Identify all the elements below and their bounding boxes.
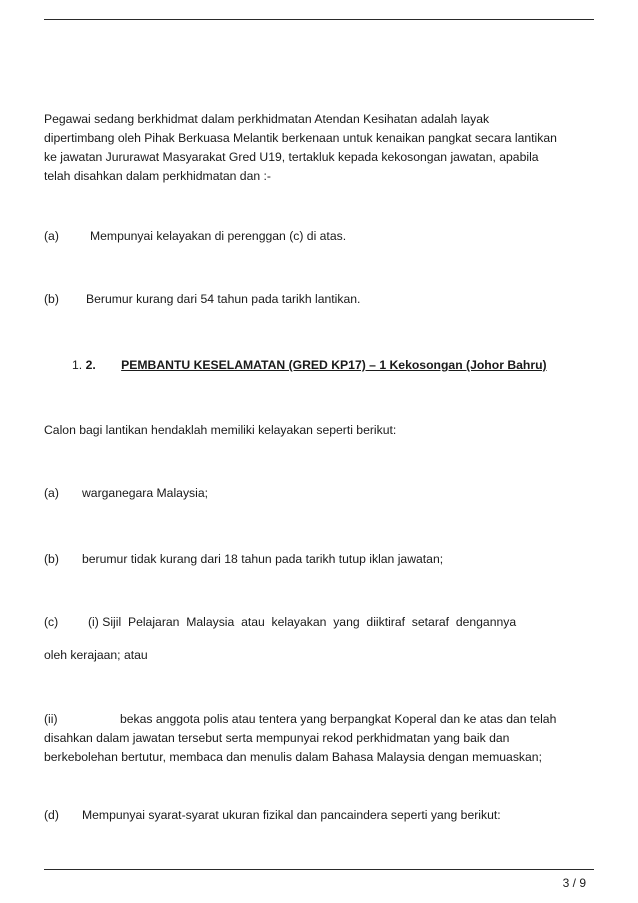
intro-line-1: Pegawai sedang berkhidmat dalam perkhidmatan Atendan Kesihatan adalah layak xyxy=(44,112,490,126)
item-a2-marker: (a) xyxy=(44,486,59,500)
item-c2-continuation: oleh kerajaan; atau xyxy=(44,648,148,662)
page-number: 3 / 9 xyxy=(562,876,586,890)
item-ii-line-3: berkebolehan bertutur, membaca dan menulis dalam Bahasa Malaysia dengan memuaskan; xyxy=(44,750,542,764)
item-ii-line-1: bekas anggota polis atau tentera yang berpangkat Koperal dan ke atas dan telah xyxy=(120,712,557,726)
section-heading xyxy=(72,358,547,372)
item-c2-text: (i) Sijil Pelajaran Malaysia atau kelayakan yang diiktiraf setaraf dengannya xyxy=(88,615,517,629)
calon-intro: Calon bagi lantikan hendaklah memiliki kelayakan seperti berikut: xyxy=(44,423,397,437)
footer-rule xyxy=(44,869,594,870)
section-number: 2. xyxy=(85,358,96,372)
item-b1-marker: (b) xyxy=(44,292,59,306)
header-rule xyxy=(44,19,594,20)
item-b2-text: berumur tidak kurang dari 18 tahun pada tarikh tutup iklan jawatan; xyxy=(82,552,444,566)
item-b1-text: Berumur kurang dari 54 tahun pada tarikh lantikan. xyxy=(86,292,361,306)
item-c2-marker: (c) xyxy=(44,615,59,629)
item-a1-text: Mempunyai kelayakan di perenggan (c) di atas. xyxy=(90,229,347,243)
item-ii-marker: (ii) xyxy=(44,712,58,726)
intro-line-4: telah disahkan dalam perkhidmatan dan :- xyxy=(44,169,271,183)
section-title: PEMBANTU KESELAMATAN (GRED KP17) – 1 Kekosongan (Johor Bahru) xyxy=(121,358,547,372)
item-d-text: Mempunyai syarat-syarat ukuran fizikal dan pancaindera seperti yang berikut: xyxy=(82,808,501,822)
item-a1-marker: (a) xyxy=(44,229,59,243)
item-d-marker: (d) xyxy=(44,808,59,822)
item-ii-line-2: disahkan dalam jawatan tersebut serta mempunyai rekod perkhidmatan yang baik dan xyxy=(44,731,510,745)
item-b2-marker: (b) xyxy=(44,552,59,566)
intro-line-2: dipertimbang oleh Pihak Berkuasa Melantik berkenaan untuk kenaikan pangkat secara lantikan xyxy=(44,131,557,145)
intro-line-3: ke jawatan Jururawat Masyarakat Gred U19, tertakluk kepada kekosongan jawatan, apabila xyxy=(44,150,539,164)
section-list-number: 1. xyxy=(72,358,83,372)
item-a2-text: warganegara Malaysia; xyxy=(82,486,209,500)
